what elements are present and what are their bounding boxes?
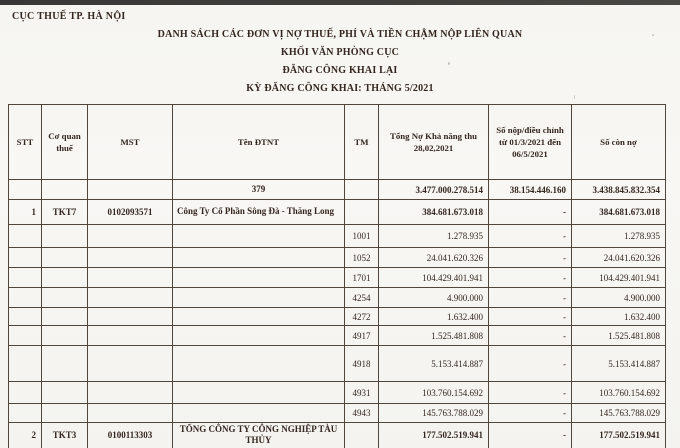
cell-so-nop: - [489,200,572,225]
cell-ten [173,288,345,308]
cell-tm: 4917 [345,326,379,346]
cell-co-quan [42,308,88,326]
header-so-con-no: Số còn nợ [572,105,666,180]
cell-tong: 1.525.481.808 [379,326,489,346]
cell-tong: 384.681.673.018 [379,200,489,225]
cell-mst [88,346,173,382]
cell-co-quan [42,404,88,423]
scan-top-bar [0,0,680,5]
cell-so-con: 1.525.481.808 [572,326,666,346]
cell-stt [9,404,42,423]
table-row [9,346,666,382]
table-row [9,288,666,308]
header-tong-no: Tổng Nợ Khả năng thu 28,02,2021 [379,105,489,180]
table-row [9,404,666,423]
cell-tm: 4254 [345,288,379,308]
cell-mst [88,225,173,248]
header-co-quan-thue: Cơ quan thuế [42,105,88,180]
cell-stt [9,346,42,382]
cell-ten [173,404,345,423]
table-row [9,225,666,248]
document-subtitle-republish: ĐĂNG CÔNG KHAI LẠI [282,65,398,76]
cell-mst [88,288,173,308]
cell-stt: 2 [9,423,42,448]
cell-tm: 1701 [345,268,379,288]
cell-so-con: 1.632.400 [572,308,666,326]
table-row [9,423,666,448]
cell-mst [88,308,173,326]
cell-tm: 4931 [345,382,379,404]
document-subtitle-period: KỲ ĐĂNG CÔNG KHAI: THÁNG 5/2021 [246,83,434,94]
cell-stt [9,180,42,200]
cell-ten [173,346,345,382]
cell-so-nop: - [489,225,572,248]
cell-tong: 4.900.000 [379,288,489,308]
cell-tong: 103.760.154.692 [379,382,489,404]
cell-stt [9,308,42,326]
cell-co-quan [42,346,88,382]
cell-co-quan [42,382,88,404]
cell-tm: 4918 [345,346,379,382]
cell-ten [173,382,345,404]
cell-mst [88,404,173,423]
cell-tong: 1.632.400 [379,308,489,326]
cell-ten: Công Ty Cổ Phần Sông Đà - Thăng Long [173,200,345,225]
table-row [9,268,666,288]
cell-tong: 3.477.000.278.514 [379,180,489,200]
cell-co-quan [42,288,88,308]
cell-mst: 0102093571 [88,200,173,225]
cell-so-nop: - [489,326,572,346]
cell-stt [9,382,42,404]
cell-tm [345,200,379,225]
cell-so-nop: 38.154.446.160 [489,180,572,200]
cell-so-nop: - [489,382,572,404]
table-header [9,105,666,180]
table-header-row [9,105,666,180]
cell-stt [9,288,42,308]
table-row [9,180,666,200]
cell-co-quan [42,225,88,248]
header-ten-dtnt: Tên ĐTNT [173,105,345,180]
cell-so-con: 384.681.673.018 [572,200,666,225]
tax-debt-table [8,104,666,448]
cell-mst: 0100113303 [88,423,173,448]
scan-speck [448,62,450,65]
header-stt: STT [9,105,42,180]
cell-tong: 104.429.401.941 [379,268,489,288]
cell-so-con: 3.438.845.832.354 [572,180,666,200]
cell-so-con: 5.153.414.887 [572,346,666,382]
cell-stt [9,326,42,346]
cell-co-quan: TKT7 [42,200,88,225]
cell-stt [9,248,42,268]
cell-mst [88,268,173,288]
cell-so-nop: - [489,268,572,288]
scan-speck [652,34,654,36]
cell-so-nop: - [489,346,572,382]
cell-co-quan: TKT3 [42,423,88,448]
cell-stt [9,225,42,248]
cell-so-con: 103.760.154.692 [572,382,666,404]
cell-ten: TỔNG CÔNG TY CÔNG NGHIỆP TÀU THỦY [173,423,345,448]
cell-tong: 177.502.519.941 [379,423,489,448]
cell-tong: 5.153.414.887 [379,346,489,382]
table-row [9,382,666,404]
table-row [9,308,666,326]
cell-so-nop: - [489,423,572,448]
cell-tm: 1052 [345,248,379,268]
cell-stt: 1 [9,200,42,225]
table-body [9,180,666,448]
table-row [9,248,666,268]
cell-so-nop: - [489,308,572,326]
cell-ten [173,225,345,248]
header-so-nop: Số nộp/điều chỉnh từ 01/3/2021 đến 06/5/2021 [489,105,572,180]
cell-tong: 24.041.620.326 [379,248,489,268]
cell-co-quan [42,248,88,268]
header-tm: TM [345,105,379,180]
cell-so-nop: - [489,404,572,423]
cell-co-quan [42,180,88,200]
org-name: CỤC THUẾ TP. HÀ NỘI [12,11,126,22]
cell-ten [173,326,345,346]
cell-so-con: 4.900.000 [572,288,666,308]
cell-so-con: 1.278.935 [572,225,666,248]
cell-tong: 145.763.788.029 [379,404,489,423]
document-subtitle-dept: KHỐI VĂN PHÒNG CỤC [280,47,400,58]
cell-so-nop: - [489,248,572,268]
cell-tm [345,180,379,200]
table-row [9,326,666,346]
cell-tm: 4272 [345,308,379,326]
cell-ten [173,268,345,288]
cell-so-con: 145.763.788.029 [572,404,666,423]
cell-stt [9,268,42,288]
cell-tm: 4943 [345,404,379,423]
cell-ten: 379 [173,180,345,200]
document-header [0,0,680,95]
cell-so-con: 104.429.401.941 [572,268,666,288]
header-mst: MST [88,105,173,180]
cell-mst [88,248,173,268]
cell-ten [173,308,345,326]
table-row [9,200,666,225]
document-title: DANH SÁCH CÁC ĐƠN VỊ NỢ THUẾ, PHÍ VÀ TIỀN CHẬM NỘP LIÊN QUAN [157,29,523,40]
cell-mst [88,382,173,404]
cell-tm: 1001 [345,225,379,248]
cell-tm [345,423,379,448]
cell-co-quan [42,326,88,346]
cell-mst [88,326,173,346]
cell-co-quan [42,268,88,288]
cell-so-con: 177.502.519.941 [572,423,666,448]
cell-so-con: 24.041.620.326 [572,248,666,268]
cell-mst [88,180,173,200]
cell-so-nop: - [489,288,572,308]
cell-ten [173,248,345,268]
cell-tong: 1.278.935 [379,225,489,248]
scan-speck [574,95,575,99]
